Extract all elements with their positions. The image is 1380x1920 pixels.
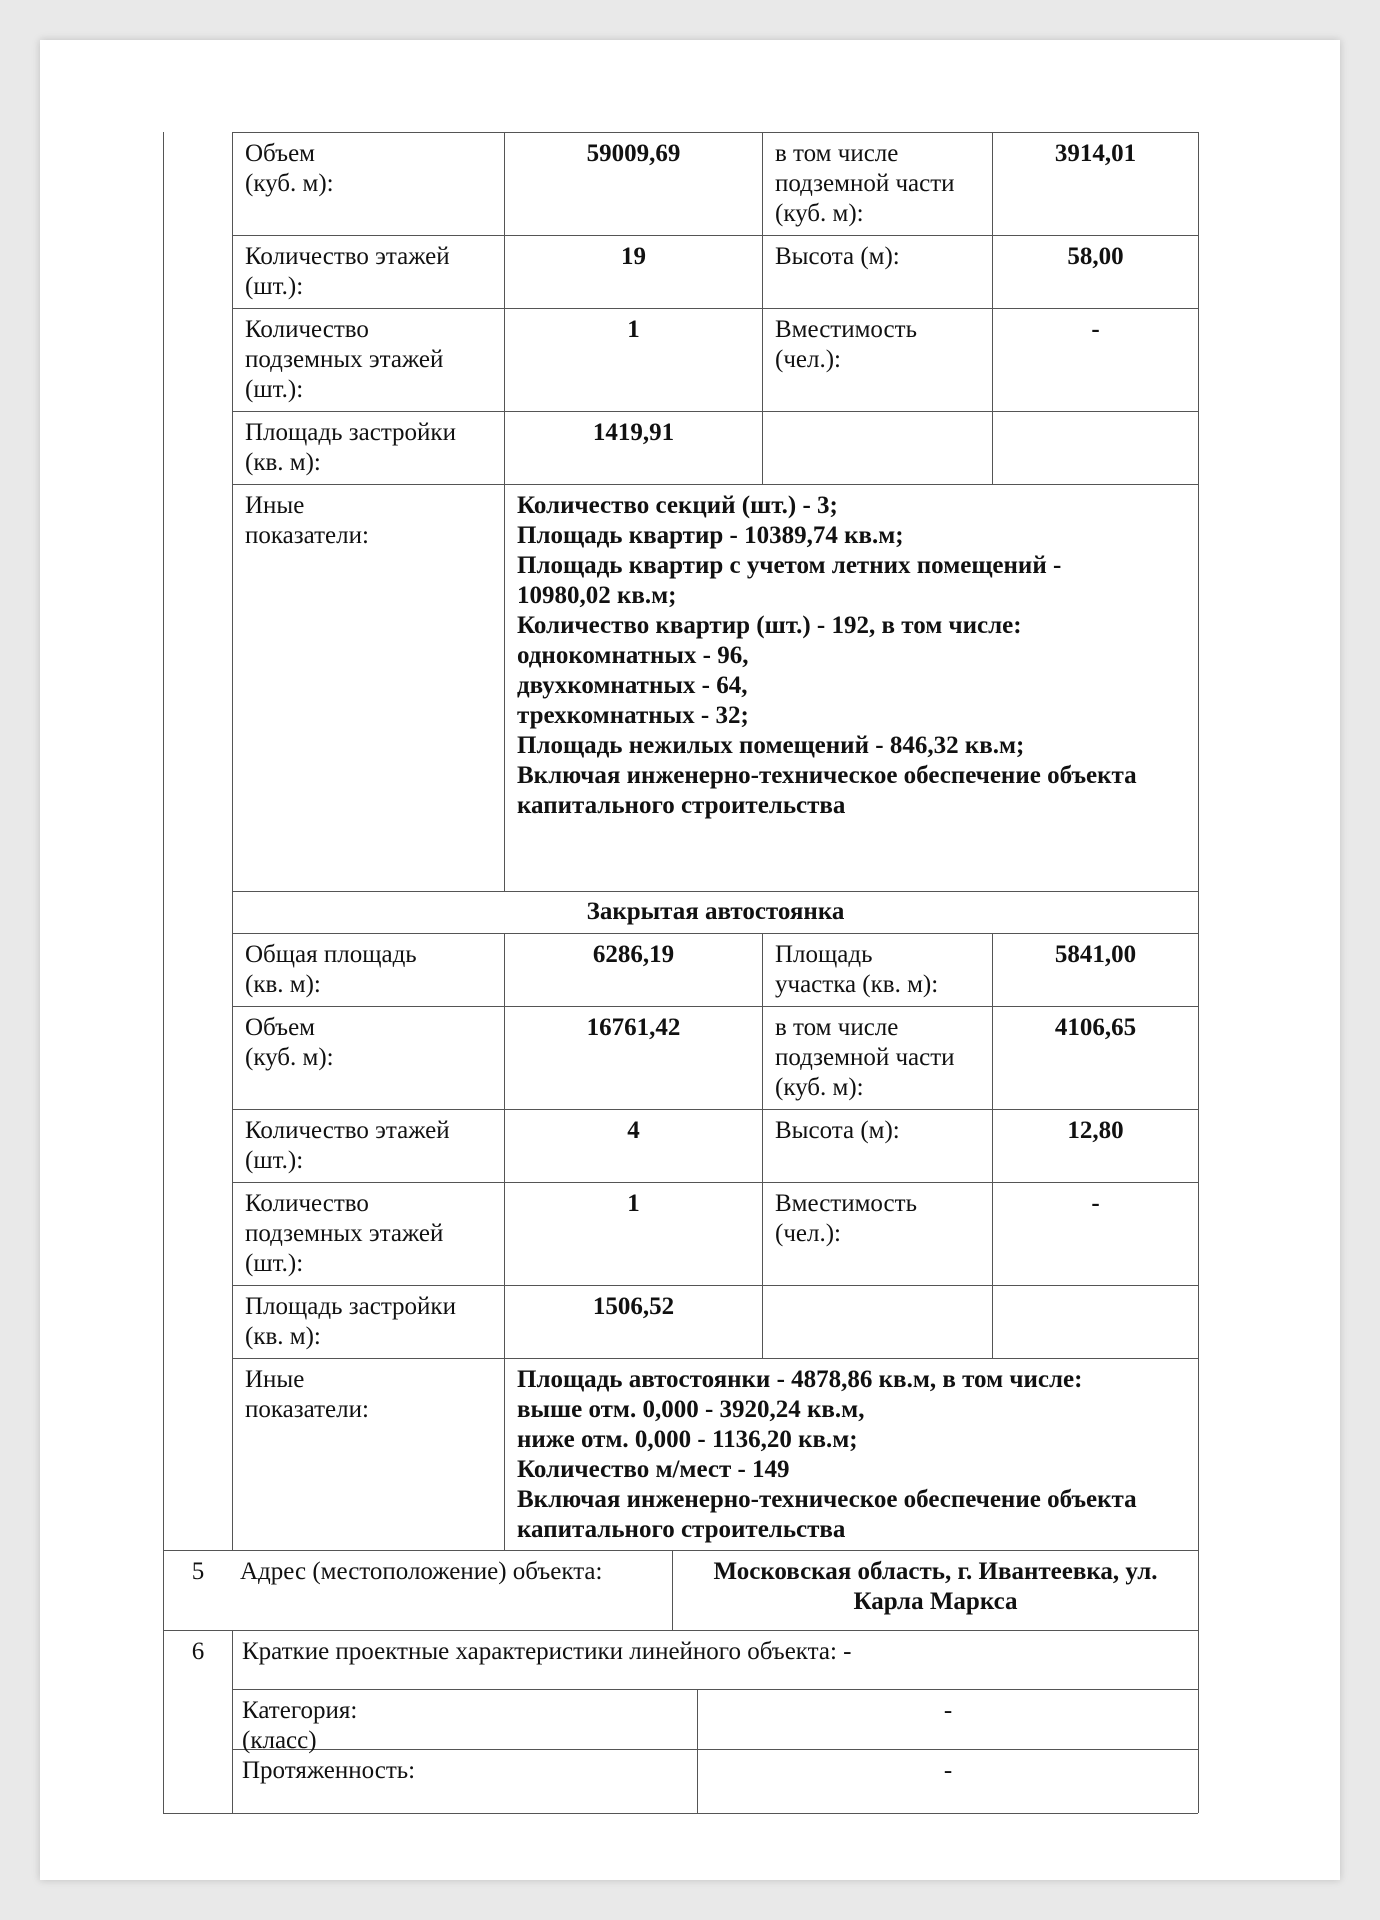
parking-footprint-label: Площадь застройки (кв. м): [245,1293,456,1350]
address-label: Адрес (местоположение) объекта: [240,1558,603,1585]
other-indicators-value: Количество секций (шт.) - 3; Площадь квартир - 10389,74 кв.м; Площадь квартир с учетом летних помещений - 10980,02 кв.м; Количество квартир (шт.) - 192, в том числе: однокомнатных - 96, двухкомнатных - 64, трехкомнатных - 32; Площадь нежилых помещений - 846,32 кв.м; Включая инженерно-техническое обеспечение объекта капитального строительства [517,492,1137,819]
linear-object-label: Краткие проектные характеристики линейного объекта: - [242,1638,852,1665]
parking-volume-label: Объем (куб. м): [245,1014,334,1071]
parking-floors-label: Количество этажей (шт.): [245,1117,450,1174]
other-indicators-label: Иные показатели: [245,492,369,549]
parking-capacity-label: Вместимость (чел.): [775,1190,917,1247]
underground-floors-value: 1 [627,316,640,343]
parking-other-indicators-label: Иные показатели: [245,1366,369,1423]
address-value: Московская область, г. Ивантеевка, ул. Карла Маркса [713,1558,1158,1615]
parking-section-title: Закрытая автостоянка [586,898,845,925]
underground-volume-label: в том числе подземной части (куб. м): [775,140,955,227]
parking-floors-value: 4 [627,1117,640,1144]
parking-area-label: Общая площадь (кв. м): [245,941,417,998]
underground-floors-label: Количество подземных этажей (шт.): [245,316,444,403]
parking-other-indicators-value: Площадь автостоянки - 4878,86 кв.м, в том числе: выше отм. 0,000 - 3920,24 кв.м, ниже отм. 0,000 - 1136,20 кв.м; Количество м/мест - 149 Включая инженерно-техническое обеспечение объекта капитального строительства [517,1366,1137,1543]
parking-footprint-value: 1506,52 [592,1293,675,1320]
height-value: 58,00 [1067,243,1124,270]
item-6-number: 6 [191,1638,205,1665]
underground-volume-value: 3914,01 [1054,140,1137,167]
length-label: Протяженность: [242,1757,416,1784]
footprint-label: Площадь застройки (кв. м): [245,419,456,476]
volume-label: Объем (куб. м): [245,140,334,197]
volume-value: 59009,69 [586,140,681,167]
parking-underground-floors-value: 1 [627,1190,640,1217]
parking-height-value: 12,80 [1067,1117,1124,1144]
length-value: - [943,1757,953,1784]
parking-area-value: 6286,19 [592,941,675,968]
parking-capacity-value: - [1091,1190,1100,1217]
plot-area-value: 5841,00 [1054,941,1137,968]
plot-area-label: Площадь участка (кв. м): [775,941,939,998]
floors-value: 19 [621,243,646,270]
height-label: Высота (м): [775,243,900,270]
footprint-value: 1419,91 [592,419,675,446]
item-5-number: 5 [191,1558,205,1585]
parking-volume-value: 16761,42 [586,1014,681,1041]
parking-underground-floors-label: Количество подземных этажей (шт.): [245,1190,444,1277]
parking-height-label: Высота (м): [775,1117,900,1144]
capacity-label: Вместимость (чел.): [775,316,917,373]
parking-underground-volume-label: в том числе подземной части (куб. м): [775,1014,955,1101]
document-page [40,40,1340,1880]
capacity-value: - [1091,316,1100,343]
category-value: - [943,1697,953,1724]
parking-underground-volume-value: 4106,65 [1054,1014,1137,1041]
floors-label: Количество этажей (шт.): [245,243,450,300]
category-label: Категория: (класс) [242,1697,358,1754]
